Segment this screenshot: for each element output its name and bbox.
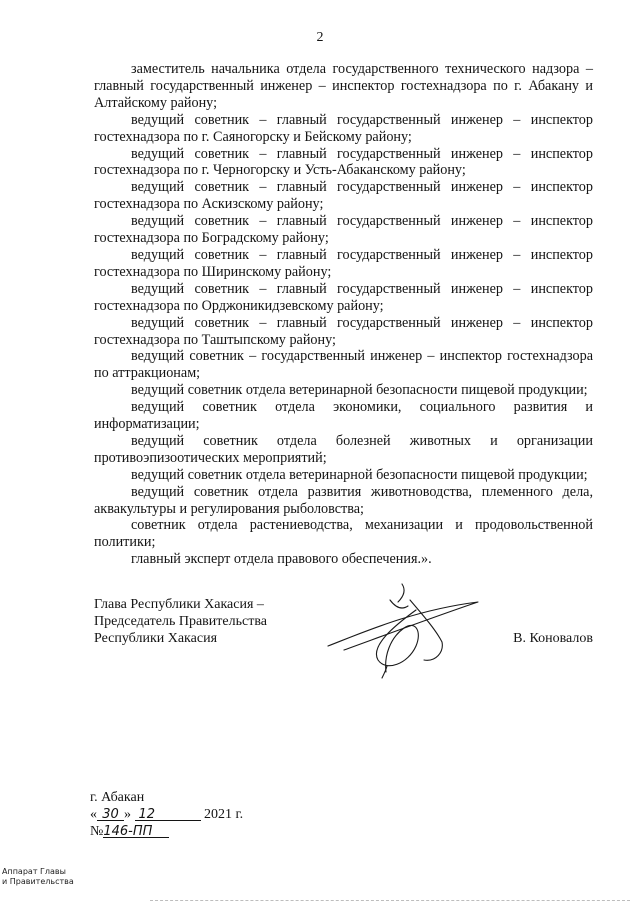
paragraph: ведущий советник отдела развития животноводства, племенного дела, аквакультуры и регулирования рыболовства; <box>94 483 593 517</box>
stamp-line: Аппарат Главы <box>2 867 66 876</box>
paragraph: ведущий советник – главный государственный инженер – инспектор гостехнадзора по Аскизскому району; <box>94 179 593 213</box>
paragraph: ведущий советник – главный государственный инженер – инспектор гостехнадзора по г. Саяногорску и Бейскому району; <box>94 111 593 145</box>
page-number: 2 <box>316 30 324 45</box>
date-month: 12 <box>135 806 201 821</box>
signer-position-line: Председатель Правительства <box>94 613 267 629</box>
paragraph: ведущий советник – главный государственный инженер – инспектор гостехнадзора по Ширинскому району; <box>94 246 593 280</box>
paragraph: ведущий советник отдела ветеринарной безопасности пищевой продукции; <box>131 466 588 483</box>
handwritten-signature <box>324 580 504 680</box>
scan-edge-divider <box>150 900 630 901</box>
document-body <box>94 61 593 568</box>
paragraph: ведущий советник – государственный инженер – инспектор гостехнадзора по аттракционам; <box>94 348 593 382</box>
signer-position-line: Глава Республики Хакасия – <box>94 597 264 612</box>
document-footer <box>90 789 243 840</box>
stamp-line: и Правительства <box>2 877 74 886</box>
number-prefix: № <box>90 824 104 839</box>
signature-block <box>94 597 593 687</box>
date-open-quote: « <box>90 807 97 822</box>
signer-name: В. Коновалов <box>513 631 593 646</box>
signer-position-line: Республики Хакасия <box>94 630 218 646</box>
paragraph: ведущий советник – главный государственный инженер – инспектор гостехнадзора по Орджоникидзевскому району; <box>94 280 593 314</box>
date-day: 30 <box>97 806 124 821</box>
registration-stamp <box>2 867 74 887</box>
paragraph: ведущий советник отдела экономики, социального развития и информатизации; <box>94 399 593 433</box>
date-close-quote: » <box>124 807 131 822</box>
date-year: 2021 г. <box>204 807 244 822</box>
date-line <box>90 806 243 823</box>
document-number: 146-ПП <box>103 823 169 838</box>
paragraph: ведущий советник отдела болезней животных и организации противоэпизоотических мероприятий; <box>94 432 593 466</box>
paragraph: советник отдела растениеводства, механизации и продовольственной политики; <box>94 517 593 551</box>
paragraph: заместитель начальника отдела государственного технического надзора – главный государственный инженер – инспектор гостехнадзора по г. Абакану и Алтайскому району; <box>94 61 593 111</box>
paragraph: ведущий советник – главный государственный инженер – инспектор гостехнадзора по Боградскому району; <box>94 213 593 247</box>
paragraph: ведущий советник отдела ветеринарной безопасности пищевой продукции; <box>131 382 588 399</box>
city-line: г. Абакан <box>90 790 145 805</box>
signer-position <box>94 597 267 647</box>
paragraph: ведущий советник – главный государственный инженер – инспектор гостехнадзора по г. Черногорску и Усть-Абаканскому району; <box>94 145 593 179</box>
paragraph: главный эксперт отдела правового обеспечения.». <box>131 551 432 568</box>
number-line <box>90 823 243 840</box>
paragraph: ведущий советник – главный государственный инженер – инспектор гостехнадзора по Таштыпскому району; <box>94 314 593 348</box>
